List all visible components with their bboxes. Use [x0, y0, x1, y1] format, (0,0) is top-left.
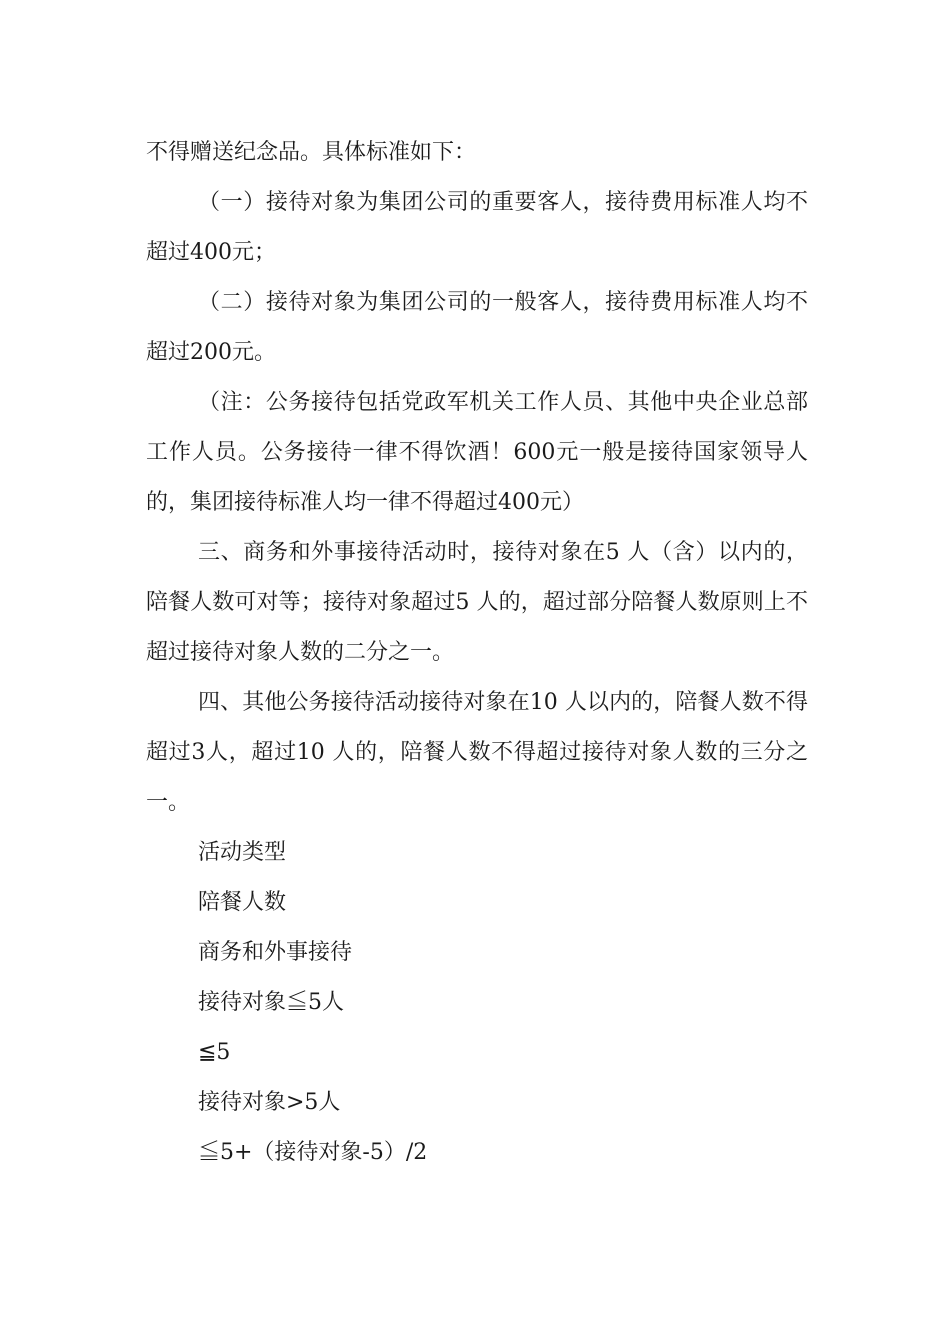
table-cell-guests-gt-5: 接待对象>5人 [198, 1090, 341, 1115]
table-cell-le-5: ≦5 [198, 1040, 231, 1065]
paragraph-section-4: 四、其他公务接待活动接待对象在10 人以内的，陪餐人数不得超过3人，超过10 人的，陪餐人数不得超过接待对象人数的三分之一。 [146, 690, 808, 815]
document-page [146, 128, 808, 1178]
table-cell-companion-count-header: 陪餐人数 [198, 890, 287, 915]
paragraph-note: （注：公务接待包括党政军机关工作人员、其他中央企业总部工作人员。公务接待一律不得饮酒！600元一般是接待国家领导人的，集团接待标准人均一律不得超过400元） [146, 390, 808, 515]
table-cell-business-reception: 商务和外事接待 [198, 940, 353, 965]
paragraph-item-1: （一）接待对象为集团公司的重要客人，接待费用标准人均不超过400元； [146, 190, 808, 265]
table-cell-guests-le-5: 接待对象≦5人 [198, 990, 344, 1015]
paragraph-intro: 不得赠送纪念品。具体标准如下： [146, 140, 477, 165]
table-cell-formula: ≦5+（接待对象-5）/2 [198, 1140, 428, 1165]
table-flattened [146, 828, 808, 1178]
paragraph-item-2: （二）接待对象为集团公司的一般客人，接待费用标准人均不超过200元。 [146, 290, 808, 365]
paragraph-section-3: 三、商务和外事接待活动时，接待对象在5 人（含）以内的，陪餐人数可对等；接待对象超过5 人的，超过部分陪餐人数原则上不超过接待对象人数的二分之一。 [146, 540, 808, 665]
table-cell-activity-type-header: 活动类型 [198, 840, 287, 865]
